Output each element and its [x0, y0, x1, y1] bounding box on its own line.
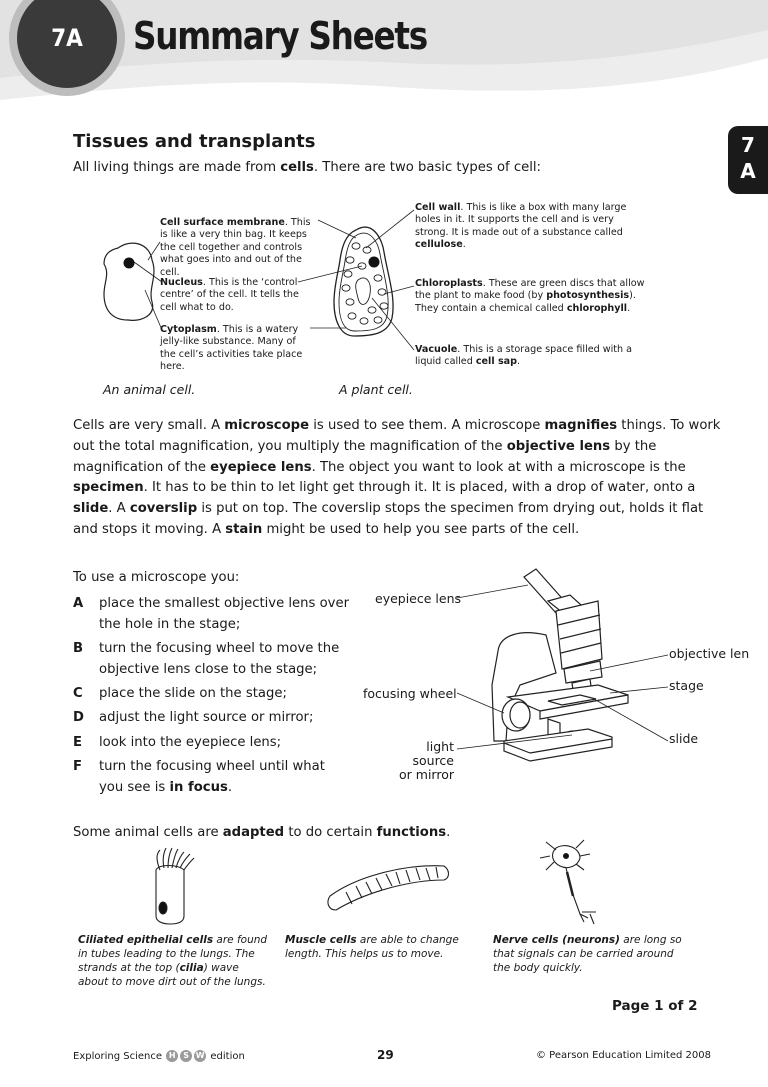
- paragraph-keyword: slide: [73, 501, 109, 517]
- label-chloroplasts: Chloroplasts. These are green discs that allow the plant to make food (by photosynthesis). They contain a chemical called chlorophyll.: [415, 278, 645, 314]
- nerve-cell-drawing: [540, 840, 596, 924]
- label-slide: slide: [669, 731, 699, 746]
- special-cell-drawings: [0, 840, 768, 930]
- paragraph-keyword: specimen: [73, 480, 144, 496]
- paragraph-text: . The object you want to look at with a microscope is the: [311, 459, 686, 475]
- step-a: A place the smallest objective lens over the hole in the stage;: [73, 596, 349, 632]
- paragraph-text: is put on top. The coverslip stops the specimen from drying out, holds it flat and stops it moving. A: [73, 501, 704, 537]
- ciliated-cell-drawing: [156, 848, 194, 924]
- paragraph-text: things. To work out the total magnification, you multiply the magnification of the: [73, 418, 721, 454]
- step-f: F turn the focusing wheel until what you see is in focus.: [73, 759, 325, 795]
- side-tab-number: 7: [741, 133, 755, 157]
- label-objective-lens: objective len: [669, 646, 750, 661]
- label-nucleus: Nucleus. This is the ‘control centre’ of the cell. It tells the cell what to do.: [160, 277, 299, 313]
- step-e: E look into the eyepiece lens;: [73, 735, 282, 750]
- page-of-indicator: Page 1 of 2: [612, 998, 698, 1014]
- side-tab-letter: A: [740, 159, 756, 183]
- hsw-badge-s: S: [180, 1050, 192, 1062]
- paragraph-keyword: microscope: [224, 418, 310, 433]
- intro-text: All living things are made from cells. There are two basic types of cell:: [73, 160, 541, 175]
- step-c: C place the slide on the stage;: [73, 686, 287, 701]
- paragraph-text: . It has to be thin to let light get through it. It is placed, with a drop of water, onto a: [143, 480, 696, 496]
- muscle-cell-drawing: [328, 866, 449, 910]
- caption-nerve-cells: Nerve cells (neurons) are long so that signals can be carried around the body quickly.: [493, 934, 682, 974]
- cell-diagrams: [0, 190, 768, 390]
- label-stage: stage: [669, 678, 704, 693]
- adapted-cells-text: Some animal cells are adapted to do certain functions.: [73, 825, 451, 840]
- paragraph-keyword: coverslip: [129, 501, 198, 517]
- paragraph-keyword: objective lens: [506, 438, 611, 454]
- step-d: D adjust the light source or mirror;: [73, 710, 314, 725]
- animal-cell-drawing: [104, 243, 154, 320]
- hsw-badge-h: H: [166, 1050, 178, 1062]
- caption-ciliated-cells: Ciliated epithelial cells are found in tubes leading to the lungs. The strands at the top (cilia) wave about to move dirt out of the lungs.: [78, 934, 268, 988]
- unit-code: 7A: [51, 24, 83, 52]
- microscope-steps-lead: To use a microscope you:: [73, 570, 240, 585]
- microscope-paragraph: [73, 416, 723, 541]
- page-title: Summary Sheets: [133, 14, 427, 58]
- label-cell-wall: Cell wall. This is like a box with many large holes in it. It supports the cell and is very strong. It is made out of a substance called cellulose.: [415, 202, 627, 251]
- paragraph-keyword: eyepiece lens: [210, 459, 312, 475]
- paragraph-text: Cells are very small. A: [73, 418, 225, 433]
- label-cell-surface-membrane: Cell surface membrane. This is like a very thin bag. It keeps the cell together and controls what goes into and out of the cell.: [160, 217, 311, 278]
- label-eyepiece-lens: eyepiece lens: [375, 591, 462, 606]
- footer-series: Exploring Science H S W edition: [73, 1051, 245, 1062]
- caption-muscle-cells: Muscle cells are able to change length. This helps us to move.: [285, 934, 459, 960]
- label-focusing-wheel: focusing wheel: [363, 686, 457, 701]
- paragraph-keyword: magnifies: [544, 418, 618, 433]
- caption-plant-cell: A plant cell.: [339, 382, 413, 397]
- section-title: Tissues and transplants: [73, 131, 316, 152]
- paragraph-text: by the magnification of the: [73, 438, 657, 475]
- paragraph-keyword: stain: [225, 521, 263, 537]
- step-b: B turn the focusing wheel to move the objective lens close to the stage;: [73, 641, 340, 677]
- caption-animal-cell: An animal cell.: [103, 382, 196, 397]
- paragraph-text: . A: [108, 501, 130, 517]
- hsw-badge-w: W: [195, 1051, 205, 1060]
- label-cytoplasm: Cytoplasm. This is a watery jelly-like substance. Many of the cell’s activities take place here.: [160, 324, 303, 373]
- paragraph-text: might be used to help you see parts of the cell.: [262, 521, 580, 537]
- footer-page-number: 29: [377, 1048, 394, 1062]
- animal-nucleus-drawing: [124, 258, 135, 269]
- label-light-source: light source or mirror: [399, 739, 454, 782]
- label-vacuole: Vacuole. This is a storage space filled with a liquid called cell sap.: [415, 344, 633, 368]
- side-unit-tab: [728, 126, 768, 194]
- paragraph-text: is used to see them. A microscope: [309, 418, 545, 433]
- footer-copyright: © Pearson Education Limited 2008: [536, 1050, 711, 1061]
